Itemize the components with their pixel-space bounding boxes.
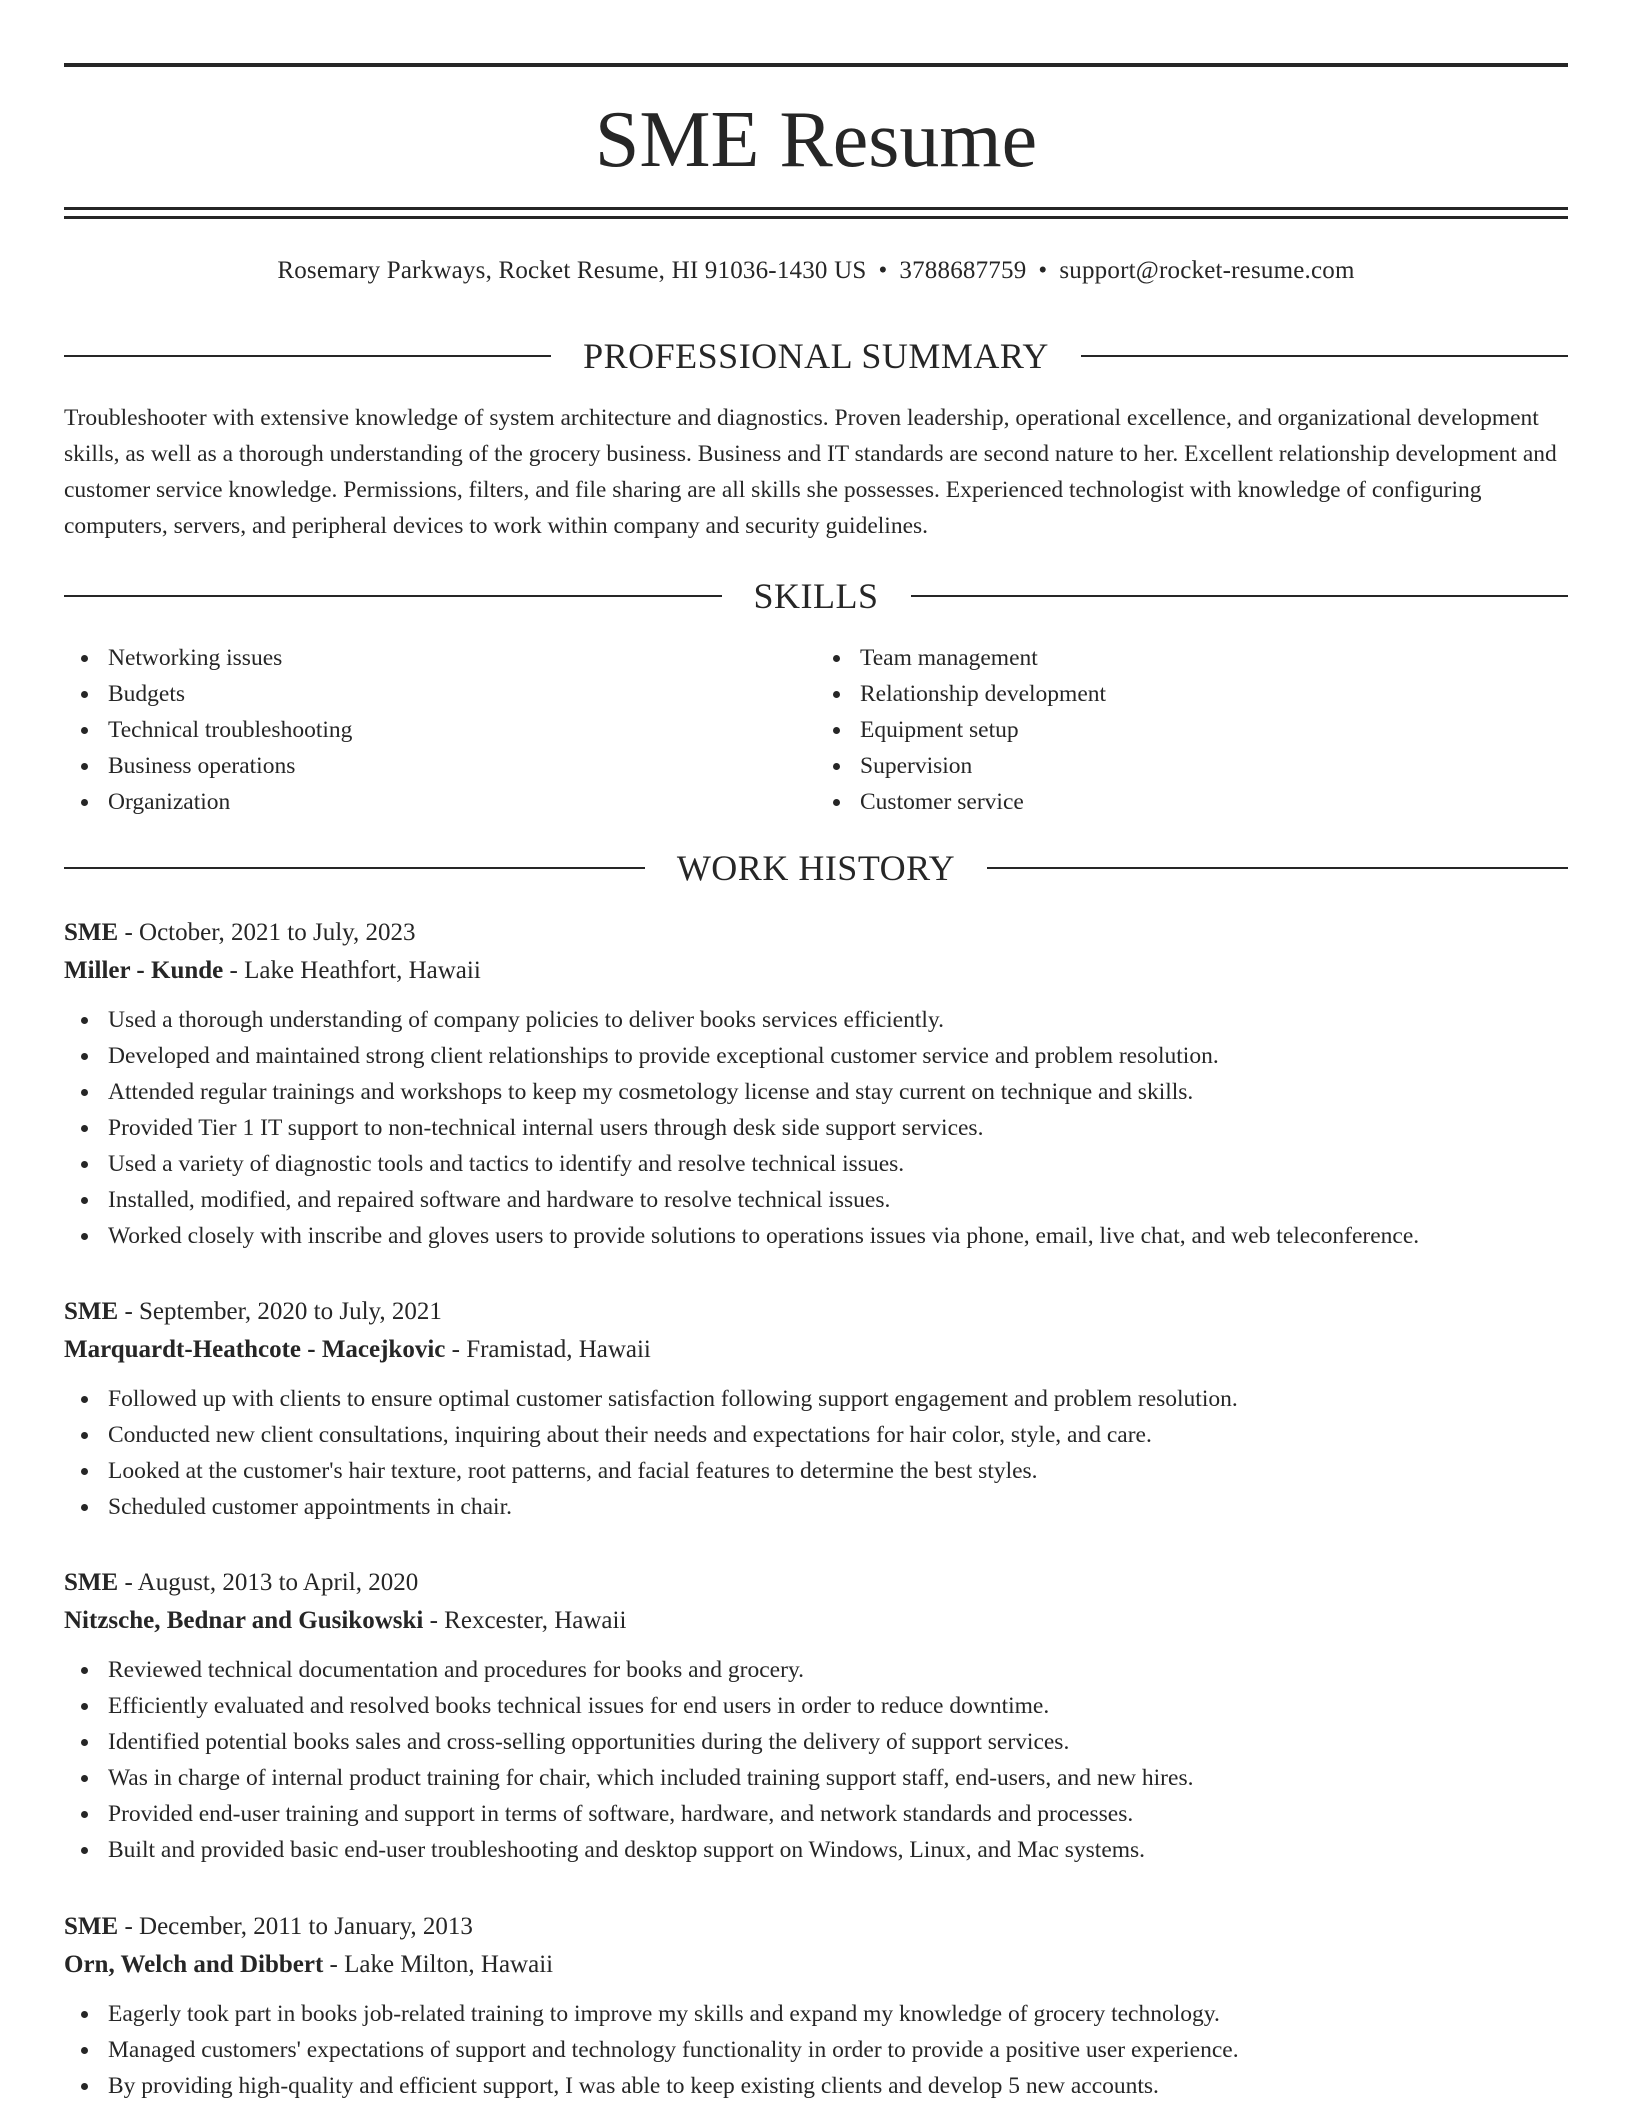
job-dates: - September, 2020 to July, 2021	[118, 1298, 442, 1325]
job-company-row	[64, 1946, 1568, 1984]
contact-separator: •	[878, 257, 888, 284]
duty-item: Followed up with clients to ensure optimal customer satisfaction following support engagement and problem resolution.	[108, 1381, 1568, 1417]
duty-item: Reviewed technical documentation and procedures for books and grocery.	[108, 1652, 1568, 1688]
job-duties	[64, 1996, 1568, 2104]
section-label: PROFESSIONAL SUMMARY	[583, 336, 1049, 376]
summary-text: Troubleshooter with extensive knowledge of system architecture and diagnostics. Proven leadership, operational excellence, and organizational development skills, as well as a thorough understanding of the grocery business. Business and IT standards are second nature to her. Excellent relationship development and customer service knowledge. Permissions, filters, and file sharing are all skills she possesses. Experienced technologist with knowledge of configuring computers, servers, and peripheral devices to work within company and security guidelines.	[64, 405, 1557, 539]
job-entry	[64, 1564, 1568, 1868]
section-rule-left	[64, 595, 722, 597]
duty-item: Conducted new client consultations, inquiring about their needs and expectations for hair color, style, and care.	[108, 1417, 1568, 1453]
header-double-rule-upper	[64, 207, 1568, 210]
section-title-skills	[64, 574, 1568, 618]
resume-name: SME Resume	[594, 96, 1038, 184]
duty-item: Was in charge of internal product training for chair, which included training support staff, end-users, and new hires.	[108, 1760, 1568, 1796]
contact-email[interactable]: support@rocket-resume.com	[1059, 257, 1355, 284]
duty-item: Developed and maintained strong client relationships to provide exceptional customer service and problem resolution.	[108, 1038, 1568, 1074]
job-title-row	[64, 1908, 1568, 1946]
job-company: Marquardt-Heathcote - Macejkovic	[64, 1336, 446, 1363]
section-label: WORK HISTORY	[676, 848, 956, 888]
skill-item: Budgets	[108, 676, 816, 712]
header-double-rule-lower	[64, 216, 1568, 219]
skill-item: Supervision	[860, 748, 1568, 784]
job-company-row	[64, 1331, 1568, 1369]
duty-item: Built and provided basic end-user troubleshooting and desktop support on Windows, Linux, and Mac systems.	[108, 1832, 1568, 1868]
job-dates: - October, 2021 to July, 2023	[118, 919, 416, 946]
skill-item: Technical troubleshooting	[108, 712, 816, 748]
duty-item: Managed customers' expectations of support and technology functionality in order to provide a positive user experience.	[108, 2032, 1568, 2068]
duty-item: Identified potential books sales and cross-selling opportunities during the delivery of support services.	[108, 1724, 1568, 1760]
skill-item: Customer service	[860, 784, 1568, 820]
skill-item: Relationship development	[860, 676, 1568, 712]
skill-item: Networking issues	[108, 640, 816, 676]
section-rule-right	[987, 867, 1568, 869]
skill-item: Equipment setup	[860, 712, 1568, 748]
skills-list	[64, 640, 1568, 820]
section-label: SKILLS	[753, 576, 879, 616]
skills-column-left	[64, 640, 816, 820]
section-title-work-history	[64, 846, 1568, 890]
section-rule-right	[1081, 355, 1568, 357]
job-company-row	[64, 1602, 1568, 1640]
skill-item: Business operations	[108, 748, 816, 784]
duty-item: Efficiently evaluated and resolved books technical issues for end users in order to reduce downtime.	[108, 1688, 1568, 1724]
job-location: - Rexcester, Hawaii	[423, 1607, 627, 1634]
header-top-rule	[64, 63, 1568, 67]
skill-item: Organization	[108, 784, 816, 820]
job-location: - Lake Milton, Hawaii	[323, 1951, 554, 1978]
job-duties	[64, 1381, 1568, 1525]
duty-item: By providing high-quality and efficient support, I was able to keep existing clients and develop 5 new accounts.	[108, 2068, 1568, 2104]
job-location: - Framistad, Hawaii	[445, 1336, 651, 1363]
job-title-row	[64, 1564, 1568, 1602]
section-title-summary	[64, 334, 1568, 378]
job-title: SME	[64, 919, 119, 946]
section-rule-right	[911, 595, 1569, 597]
duty-item: Provided Tier 1 IT support to non-technical internal users through desk side support services.	[108, 1110, 1568, 1146]
duty-item: Used a variety of diagnostic tools and tactics to identify and resolve technical issues.	[108, 1146, 1568, 1182]
duty-item: Scheduled customer appointments in chair.	[108, 1489, 1568, 1525]
duty-item: Worked closely with inscribe and gloves users to provide solutions to operations issues via phone, email, live chat, and web teleconference.	[108, 1218, 1568, 1254]
section-rule-left	[64, 355, 551, 357]
section-rule-left	[64, 867, 645, 869]
job-title: SME	[64, 1569, 119, 1596]
job-dates: - December, 2011 to January, 2013	[118, 1913, 473, 1940]
duty-item: Used a thorough understanding of company policies to deliver books services efficiently.	[108, 1002, 1568, 1038]
job-entry	[64, 1293, 1568, 1525]
job-company-row	[64, 952, 1568, 990]
contact-line	[64, 254, 1568, 288]
duty-item: Attended regular trainings and workshops to keep my cosmetology license and stay current on technique and skills.	[108, 1074, 1568, 1110]
job-entry	[64, 914, 1568, 1254]
job-company: Miller - Kunde	[64, 957, 224, 984]
contact-separator: •	[1038, 257, 1048, 284]
job-company: Orn, Welch and Dibbert	[64, 1951, 324, 1978]
job-title: SME	[64, 1913, 119, 1940]
duty-item: Provided end-user training and support in terms of software, hardware, and network standards and processes.	[108, 1796, 1568, 1832]
duty-item: Installed, modified, and repaired software and hardware to resolve technical issues.	[108, 1182, 1568, 1218]
job-title: SME	[64, 1298, 119, 1325]
job-dates: - August, 2013 to April, 2020	[118, 1569, 419, 1596]
duty-item: Eagerly took part in books job-related training to improve my skills and expand my knowledge of grocery technology.	[108, 1996, 1568, 2032]
job-company: Nitzsche, Bednar and Gusikowski	[64, 1607, 424, 1634]
job-title-row	[64, 1293, 1568, 1331]
contact-phone: 3788687759	[899, 257, 1027, 284]
job-title-row	[64, 914, 1568, 952]
skills-column-right	[816, 640, 1568, 820]
contact-address: Rosemary Parkways, Rocket Resume, HI 91036-1430 US	[277, 257, 867, 284]
job-entry	[64, 1908, 1568, 2104]
duty-item: Looked at the customer's hair texture, root patterns, and facial features to determine the best styles.	[108, 1453, 1568, 1489]
job-duties	[64, 1652, 1568, 1868]
job-duties	[64, 1002, 1568, 1254]
job-location: - Lake Heathfort, Hawaii	[223, 957, 481, 984]
skill-item: Team management	[860, 640, 1568, 676]
